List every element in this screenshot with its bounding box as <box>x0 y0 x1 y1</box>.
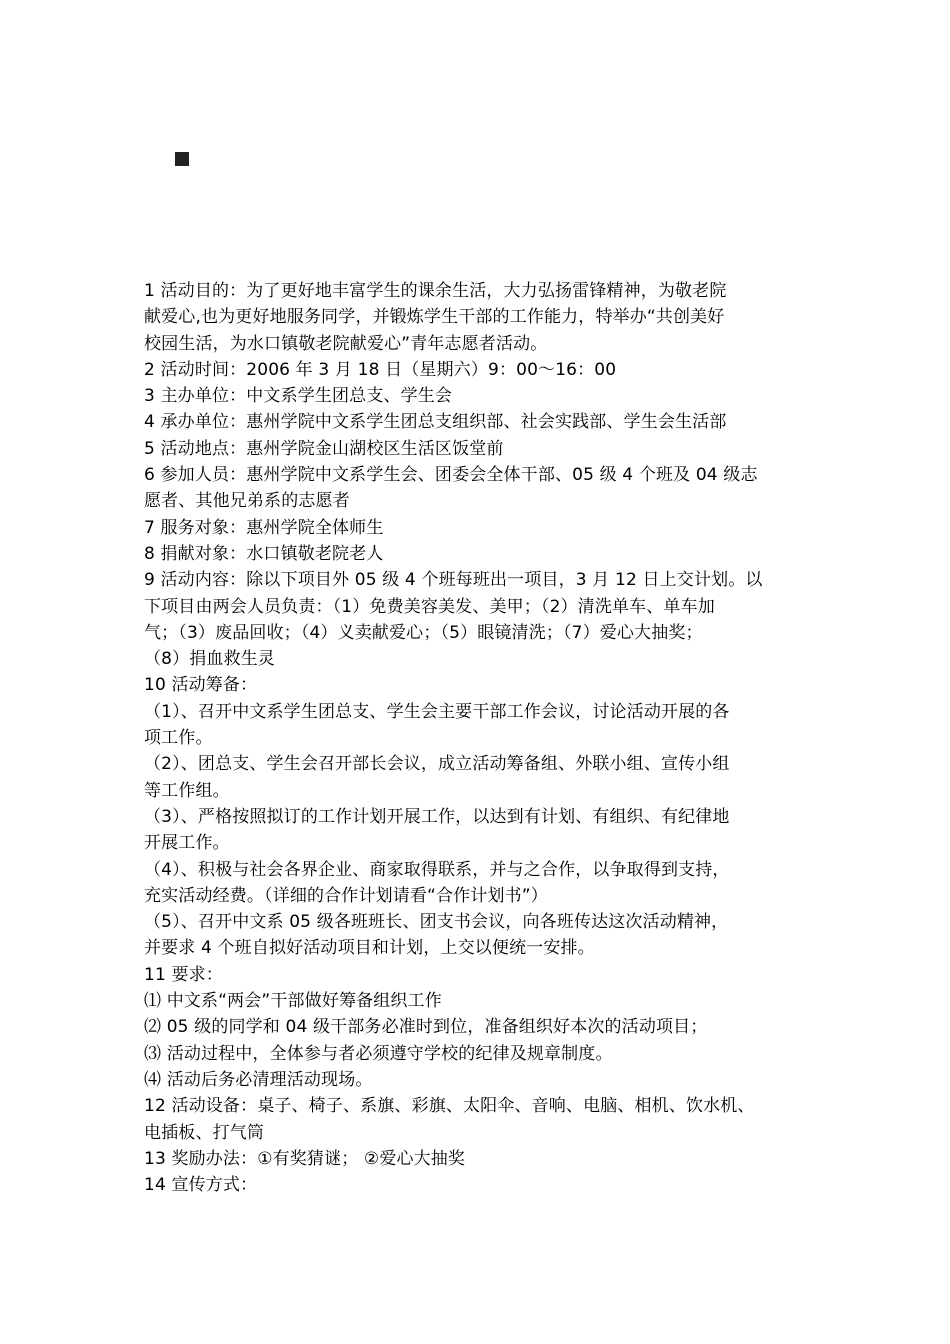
text-line: 9 活动内容：除以下项目外 05 级 4 个班每班出一项目，3 月 12 日上交计划。以 <box>144 570 763 591</box>
text-line: 12 活动设备：桌子、椅子、系旗、彩旗、太阳伞、音响、电脑、相机、饮水机、 <box>144 1096 755 1117</box>
text-line: 愿者、其他兄弟系的志愿者 <box>144 491 350 512</box>
text-line: 4 承办单位：惠州学院中文系学生团总支组织部、社会实践部、学生会生活部 <box>144 412 727 433</box>
text-line: ⑷ 活动后务必清理活动现场。 <box>144 1069 373 1090</box>
text-line: 下项目由两会人员负责：（1）免费美容美发、美甲；（2）清洗单车、单车加 <box>144 596 715 617</box>
text-line: 气；（3）废品回收；（4）义卖献爱心；（5）眼镜清洗；（7）爱心大抽奖； <box>144 622 703 643</box>
text-line: 11 要求： <box>144 964 223 985</box>
text-line: （3）、严格按照拟订的工作计划开展工作，以达到有计划、有组织、有纪律地 <box>144 806 730 827</box>
text-line: 13 奖励办法：①有奖猜谜； ②爱心大抽奖 <box>144 1148 466 1169</box>
text-line: 3 主办单位：中文系学生团总支、学生会 <box>144 386 453 407</box>
text-line: ⑴ 中文系“两会”干部做好筹备组织工作 <box>144 991 442 1012</box>
text-line: 校园生活，为水口镇敬老院献爱心”青年志愿者活动。 <box>144 333 548 354</box>
text-line: 14 宣传方式： <box>144 1175 258 1196</box>
text-line: 2 活动时间：2006 年 3 月 18 日（星期六）9：00～16：00 <box>144 359 617 380</box>
text-line: 开展工作。 <box>144 833 230 854</box>
text-line: （5）、召开中文系 05 级各班班长、团支书会议，向各班传达这次活动精神， <box>144 912 729 933</box>
text-line: 项工作。 <box>144 728 213 749</box>
text-line: 1 活动目的：为了更好地丰富学生的课余生活，大力弘扬雷锋精神，为敬老院 <box>144 281 727 301</box>
text-line: ⑵ 05 级的同学和 04 级干部务必准时到位，准备组织好本次的活动项目； <box>144 1017 708 1038</box>
text-line: 等工作组。 <box>144 780 230 801</box>
text-line: 5 活动地点：惠州学院金山湖校区生活区饭堂前 <box>144 438 504 459</box>
text-line: 充实活动经费。（详细的合作计划请看“合作计划书”） <box>144 885 548 906</box>
text-line: 6 参加人员：惠州学院中文系学生会、团委会全体干部、05 级 4 个班及 04 级志 <box>144 465 758 486</box>
text-line: （2）、团总支、学生会召开部长会议，成立活动筹备组、外联小组、宣传小组 <box>144 754 730 775</box>
text-line: ⑶ 活动过程中，全体参与者必须遵守学校的纪律及规章制度。 <box>144 1043 613 1064</box>
bullet-square-icon <box>175 152 189 166</box>
text-line: 10 活动筹备： <box>144 675 258 696</box>
document-body <box>144 278 816 1198</box>
text-line: 并要求 4 个班自拟好活动项目和计划，上交以便统一安排。 <box>144 938 595 959</box>
text-line: 7 服务对象：惠州学院全体师生 <box>144 517 384 538</box>
text-line: 电插板、打气筒 <box>144 1122 265 1143</box>
text-line: 献爱心,也为更好地服务同学，并锻炼学生干部的工作能力，特举办“共创美好 <box>144 307 725 328</box>
text-line: （1）、召开中文系学生团总支、学生会主要干部工作会议，讨论活动开展的各 <box>144 701 730 722</box>
text-line: （4）、积极与社会各界企业、商家取得联系，并与之合作，以争取得到支持， <box>144 859 730 880</box>
text-line: 8 捐献对象：水口镇敬老院老人 <box>144 543 384 564</box>
text-line: （8）捐血救生灵 <box>144 649 276 670</box>
